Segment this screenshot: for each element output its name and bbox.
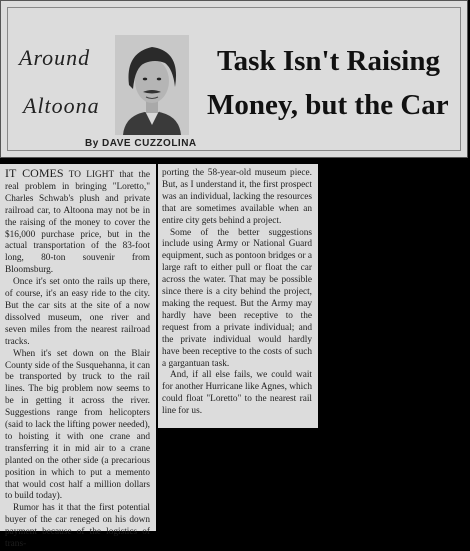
paragraph: porting the 58-year-old museum piece. But, as I understand it, the first prospect was an individual, lacking the resources that are sometimes available when an entire city gets behind a project. bbox=[162, 168, 312, 226]
column-name-line1: Around bbox=[19, 45, 91, 70]
headline-line2: Money, but the Car bbox=[207, 89, 449, 121]
header-border bbox=[7, 7, 461, 151]
paragraph: When it's set down on the Blair County side of the Susquehanna, it can be transported by truck to the rail lines. The big problem now seems to be in getting it across the river. Suggestions range from helicopters (said to lack the lifting power needed), to hoisting it with one crane and transferring it in mid air to a crane planted on the other side (a precarious position in which to put a memento that would cost half a million dollars to build today). bbox=[5, 348, 150, 502]
lead-in: IT COMES bbox=[5, 166, 64, 180]
article-header bbox=[0, 0, 468, 158]
paragraph: Rumor has it that the first potential buyer of the car reneged on his down payment because of the logistics of trans- bbox=[5, 503, 150, 550]
paragraph-text: TO LIGHT that the real problem in bringing "Loretto," Charles Schwab's plush and private railroad car, to Altoona may not be in the raising of the money to cover the $16,000 purchase price, but in the actual transportation of the 83-foot long, 80-ton souvenir from Bloomsburg. bbox=[5, 170, 151, 276]
paragraph: And, if all else fails, we could wait for another Hurricane like Agnes, which could float "Loretto" to the nearest rail line for us. bbox=[162, 370, 312, 417]
paragraph: Once it's set onto the rails up there, of course, it's an easy ride to the city. But the car sits at the site of a now dissolved museum, one river and seven miles from the nearest railroad tracks. bbox=[5, 277, 150, 347]
author-photo bbox=[115, 35, 189, 135]
article-column-1 bbox=[0, 164, 156, 550]
paragraph bbox=[5, 168, 150, 277]
column-name-line2: Altoona bbox=[23, 93, 100, 118]
author-portrait-image bbox=[115, 35, 189, 135]
article-column-2 bbox=[158, 164, 318, 428]
paragraph: Some of the better suggestions include using Army or National Guard equipment, such as pontoon bridges or a large raft to either pull or float the car across the water. That may be possible since there is a city behind the project, making the request. But the Army may hardly have been receptive to the request from a private individual; and the private individual would hardly have been receptive to the costs of such a gargantuan task. bbox=[162, 227, 313, 369]
byline: By DAVE CUZZOLINA bbox=[85, 138, 197, 149]
headline-line1: Task Isn't Raising bbox=[217, 45, 440, 77]
